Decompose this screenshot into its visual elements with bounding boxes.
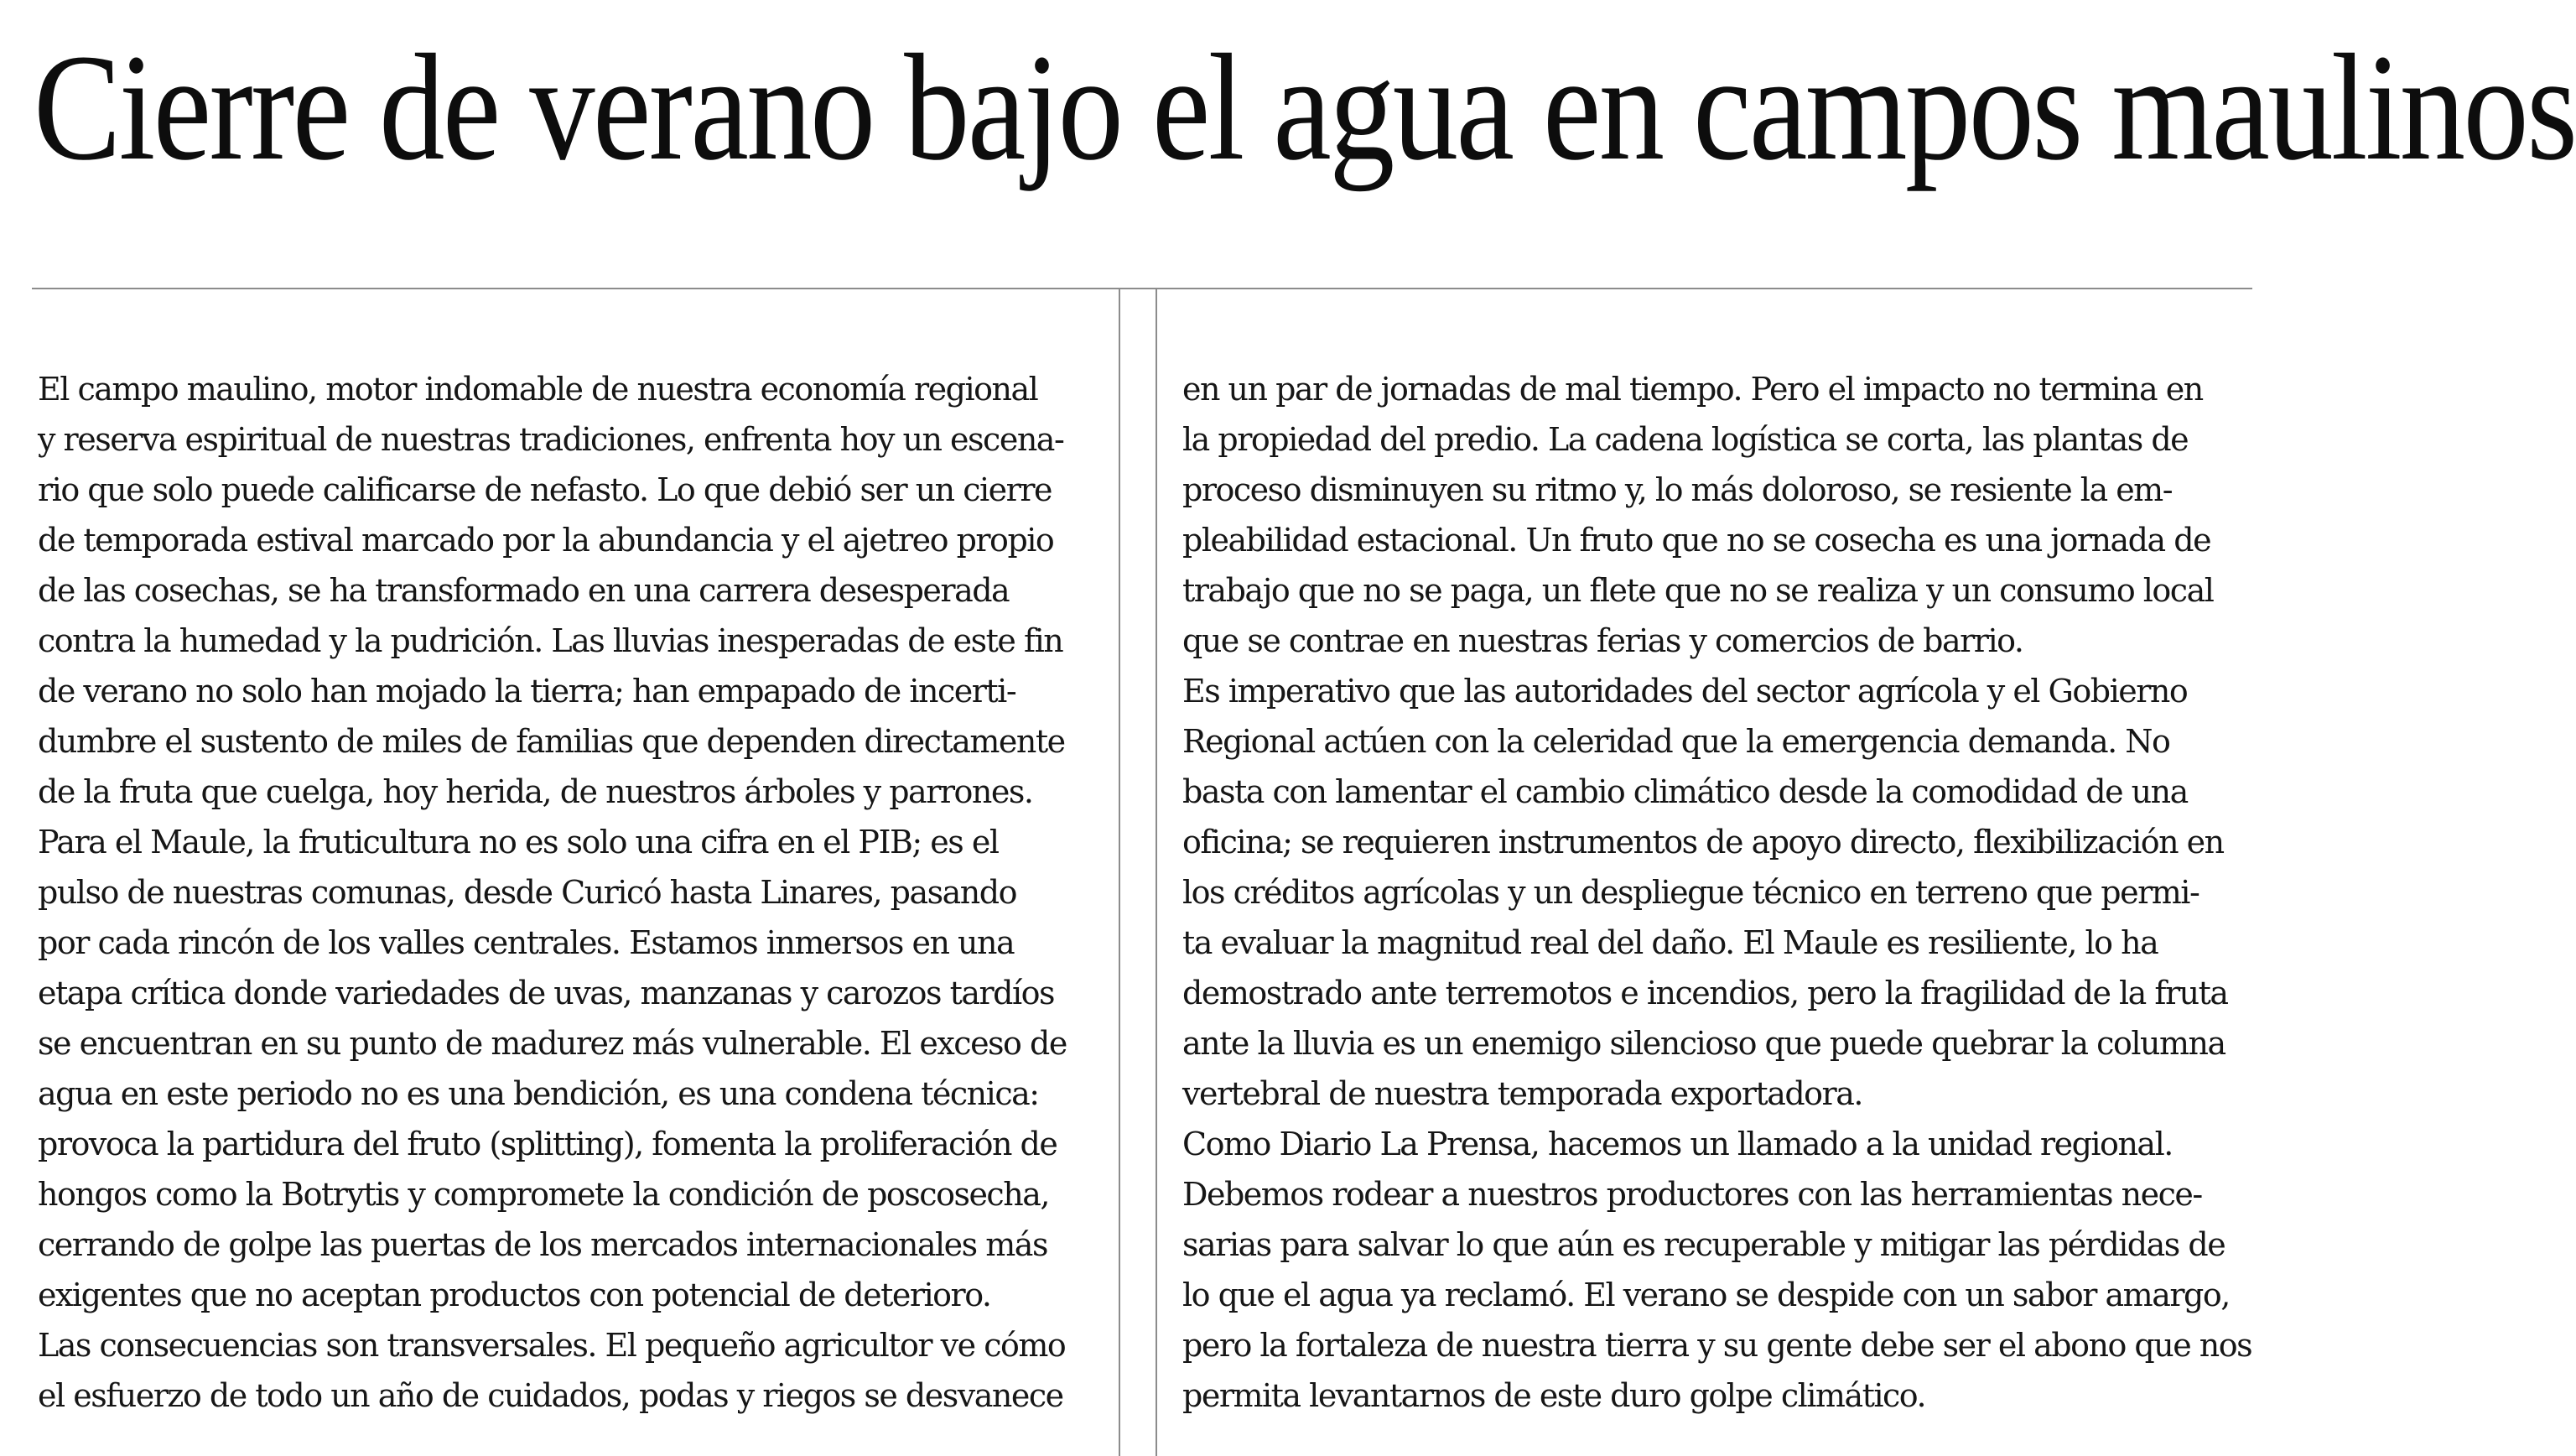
article-column-left [38, 364, 1103, 1421]
text-line: sarias para salvar lo que aún es recuperable y mitigar las pérdidas de [1182, 1226, 2225, 1263]
text-line: hongos como la Botrytis y compromete la condición de poscosecha, [38, 1176, 1049, 1213]
text-line: ante la lluvia es un enemigo silencioso que puede quebrar la columna [1182, 1025, 2225, 1062]
column-divider-right [1156, 289, 1157, 1456]
text-line: pleabilidad estacional. Un fruto que no se cosecha es una jornada de [1182, 522, 2211, 559]
text-line: cerrando de golpe las puertas de los mercados internacionales más [38, 1226, 1047, 1263]
text-line: Debemos rodear a nuestros productores con las herramientas nece- [1182, 1176, 2202, 1213]
text-line: Las consecuencias son transversales. El pequeño agricultor ve cómo [38, 1327, 1066, 1364]
article-headline: Cierre de verano bajo el agua en campos maulinos [34, 23, 2576, 192]
text-line: que se contrae en nuestras ferias y comercios de barrio. [1182, 622, 2023, 659]
text-line: y reserva espiritual de nuestras tradiciones, enfrenta hoy un escena- [38, 421, 1064, 458]
text-line: rio que solo puede calificarse de nefasto. Lo que debió ser un cierre [38, 471, 1052, 508]
text-line: por cada rincón de los valles centrales. Estamos inmersos en una [38, 924, 1015, 961]
text-line: la propiedad del predio. La cadena logística se corta, las plantas de [1182, 421, 2189, 458]
text-line: proceso disminuyen su ritmo y, lo más doloroso, se resiente la em- [1182, 471, 2173, 508]
text-line: dumbre el sustento de miles de familias que dependen directamente [38, 723, 1065, 760]
text-line: demostrado ante terremotos e incendios, pero la fragilidad de la fruta [1182, 975, 2228, 1011]
text-line: provoca la partidura del fruto (splitting), fomenta la proliferación de [38, 1126, 1057, 1162]
text-line: etapa crítica donde variedades de uvas, manzanas y carozos tardíos [38, 975, 1055, 1011]
text-line: trabajo que no se paga, un flete que no se realiza y un consumo local [1182, 572, 2214, 609]
headline-divider [32, 288, 2252, 289]
text-line: de verano no solo han mojado la tierra; han empapado de incerti- [38, 673, 1016, 710]
text-line: vertebral de nuestra temporada exportadora. [1182, 1075, 1862, 1112]
article-column-right [1182, 364, 2264, 1421]
text-line: El campo maulino, motor indomable de nuestra economía regional [38, 371, 1038, 408]
text-line: Regional actúen con la celeridad que la emergencia demanda. No [1182, 723, 2170, 760]
text-line: de la fruta que cuelga, hoy herida, de nuestros árboles y parrones. [38, 773, 1033, 810]
text-line: lo que el agua ya reclamó. El verano se despide con un sabor amargo, [1182, 1277, 2230, 1313]
text-line: de las cosechas, se ha transformado en una carrera desesperada [38, 572, 1010, 609]
text-line: ta evaluar la magnitud real del daño. El Maule es resiliente, lo ha [1182, 924, 2158, 961]
text-line: exigentes que no aceptan productos con potencial de deterioro. [38, 1277, 991, 1313]
text-line: permita levantarnos de este duro golpe climático. [1182, 1377, 1926, 1414]
text-line: contra la humedad y la pudrición. Las lluvias inesperadas de este fin [38, 622, 1063, 659]
text-line: los créditos agrícolas y un despliegue técnico en terreno que permi- [1182, 874, 2199, 911]
text-line: Es imperativo que las autoridades del sector agrícola y el Gobierno [1182, 673, 2188, 710]
text-line: Para el Maule, la fruticultura no es solo una cifra en el PIB; es el [38, 824, 999, 861]
text-line: el esfuerzo de todo un año de cuidados, podas y riegos se desvanece [38, 1377, 1063, 1414]
text-line: en un par de jornadas de mal tiempo. Pero el impacto no termina en [1182, 371, 2203, 408]
text-line: Como Diario La Prensa, hacemos un llamado a la unidad regional. [1182, 1126, 2173, 1162]
text-line: oficina; se requieren instrumentos de apoyo directo, flexibilización en [1182, 824, 2224, 861]
text-line: se encuentran en su punto de madurez más vulnerable. El exceso de [38, 1025, 1067, 1062]
column-divider-left [1119, 289, 1120, 1456]
text-line: basta con lamentar el cambio climático desde la comodidad de una [1182, 773, 2188, 810]
text-line: de temporada estival marcado por la abundancia y el ajetreo propio [38, 522, 1054, 559]
text-line: agua en este periodo no es una bendición, es una condena técnica: [38, 1075, 1039, 1112]
text-line: pulso de nuestras comunas, desde Curicó hasta Linares, pasando [38, 874, 1016, 911]
text-line: pero la fortaleza de nuestra tierra y su gente debe ser el abono que nos [1182, 1327, 2252, 1364]
